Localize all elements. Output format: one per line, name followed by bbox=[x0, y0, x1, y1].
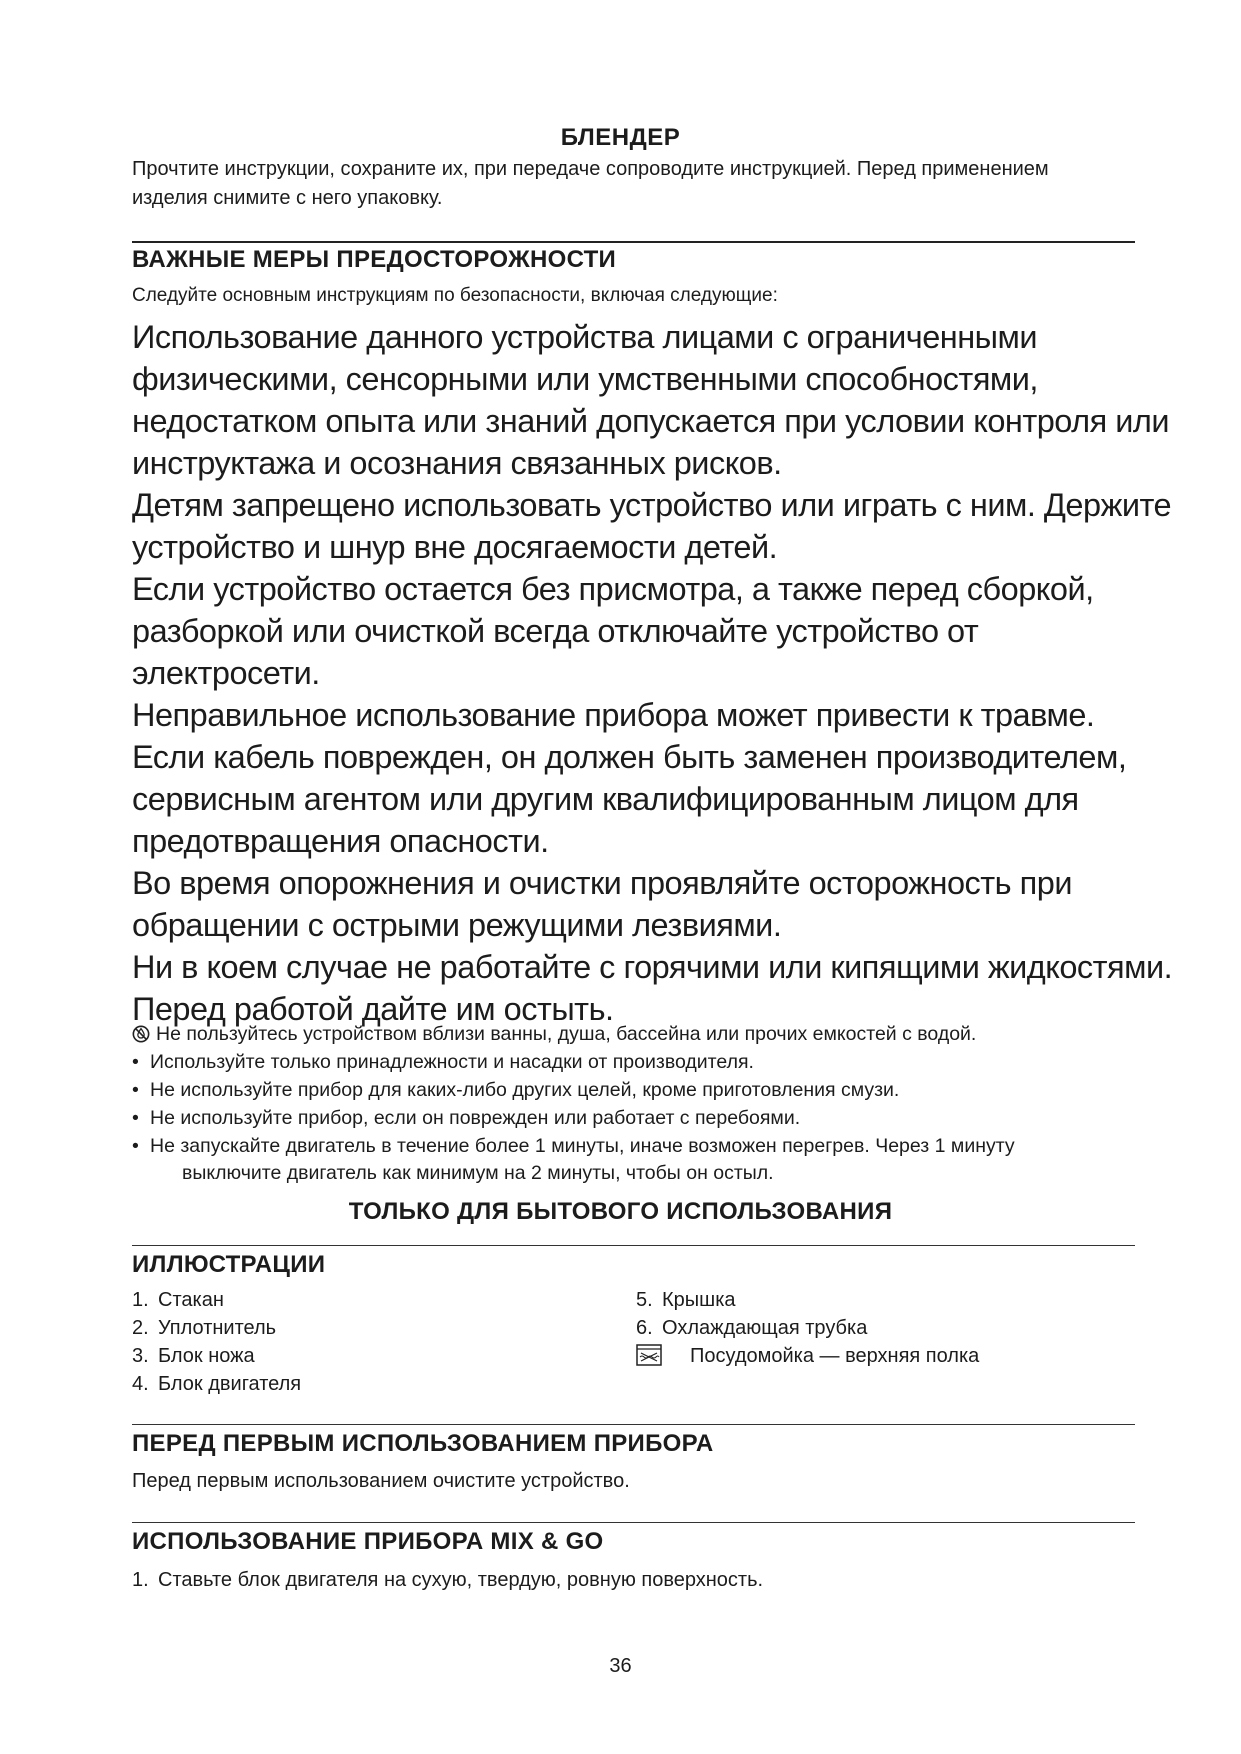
warning-line: Если кабель поврежден, он должен быть заменен производителем, bbox=[132, 739, 1127, 775]
bullet-marker: • bbox=[132, 1079, 139, 1101]
safety-warnings-text bbox=[132, 316, 1173, 1030]
water-warning-text: Не пользуйтесь устройством вблизи ванны, душа, бассейна или прочих емкостей с водой. bbox=[156, 1023, 977, 1045]
no-water-icon bbox=[132, 1025, 150, 1043]
intro-paragraph: Прочтите инструкции, сохраните их, при передаче сопроводите инструкцией. Перед применением изделия снимите с него упаковку. bbox=[132, 158, 1049, 209]
warning-line: Перед работой дайте им остыть. bbox=[132, 991, 614, 1027]
bullet-marker: • bbox=[132, 1107, 139, 1129]
warning-line: недостатком опыта или знаний допускается при условии контроля или bbox=[132, 403, 1170, 439]
usage-step: 1. Ставьте блок двигателя на сухую, твердую, ровную поверхность. bbox=[132, 1569, 764, 1591]
list-item: 3. Блок ножа bbox=[132, 1345, 255, 1367]
warning-line: Использование данного устройства лицами с ограниченными bbox=[132, 319, 1038, 355]
warning-line: Если устройство остается без присмотра, а также перед сборкой, bbox=[132, 571, 1094, 607]
section-divider bbox=[132, 1424, 1135, 1425]
household-only-notice: ТОЛЬКО ДЛЯ БЫТОВОГО ИСПОЛЬЗОВАНИЯ bbox=[348, 1198, 893, 1225]
section-divider bbox=[132, 1245, 1135, 1246]
bullet-item: • Не используйте прибор, если он поврежден или работает с перебоями. bbox=[132, 1104, 1132, 1132]
warning-line: Ни в коем случае не работайте с горячими или кипящими жидкостями. bbox=[132, 949, 1173, 985]
warning-line: электросети. bbox=[132, 655, 320, 691]
illustrations-heading: ИЛЛЮСТРАЦИИ bbox=[132, 1251, 326, 1278]
bullet-marker: • bbox=[132, 1135, 139, 1157]
list-item: 6. Охлаждающая трубка bbox=[636, 1317, 868, 1339]
list-item: 1. Стакан bbox=[132, 1289, 224, 1311]
usage-heading: ИСПОЛЬЗОВАНИЕ ПРИБОРА MIX & GO bbox=[132, 1528, 604, 1555]
bullet-marker: • bbox=[132, 1051, 139, 1073]
warning-line: Детям запрещено использовать устройство или играть с ним. Держите bbox=[132, 487, 1172, 523]
dishwasher-icon bbox=[636, 1344, 662, 1366]
safety-heading: ВАЖНЫЕ МЕРЫ ПРЕДОСТОРОЖНОСТИ bbox=[132, 246, 617, 273]
before-first-use-heading: ПЕРЕД ПЕРВЫМ ИСПОЛЬЗОВАНИЕМ ПРИБОРА bbox=[132, 1430, 714, 1457]
list-item: 2. Уплотнитель bbox=[132, 1317, 277, 1339]
section-divider bbox=[132, 1522, 1135, 1523]
warning-line: Неправильное использование прибора может привести к травме. bbox=[132, 697, 1095, 733]
warning-line: Во время опорожнения и очистки проявляйте осторожность при bbox=[132, 865, 1072, 901]
illustrations-list-left bbox=[132, 1286, 301, 1398]
list-item: 5. Крышка bbox=[636, 1289, 736, 1311]
warning-line: сервисным агентом или другим квалифицированным лицом для bbox=[132, 781, 1079, 817]
bullet-item: • Используйте только принадлежности и насадки от производителя. bbox=[132, 1048, 1132, 1076]
warning-line: инструктажа и осознания связанных рисков. bbox=[132, 445, 782, 481]
document-title: БЛЕНДЕР bbox=[560, 124, 681, 151]
bullet-item: • Не запускайте двигатель в течение более 1 минуты, иначе возможен перегрев. Через 1 минуту bbox=[132, 1132, 1132, 1160]
warning-line: обращении с острыми режущими лезвиями. bbox=[132, 907, 782, 943]
section-divider bbox=[132, 241, 1135, 243]
bullet-item: • Не используйте прибор для каких-либо других целей, кроме приготовления смузи. bbox=[132, 1076, 1132, 1104]
before-first-use-text: Перед первым использованием очистите устройство. bbox=[132, 1470, 630, 1492]
water-warning bbox=[132, 1020, 1132, 1048]
warning-line: устройство и шнур вне досягаемости детей. bbox=[132, 529, 778, 565]
illustrations-list-right bbox=[636, 1286, 979, 1370]
safety-subtitle: Следуйте основным инструкциям по безопасности, включая следующие: bbox=[132, 285, 778, 306]
list-item: 4. Блок двигателя bbox=[132, 1373, 302, 1395]
warning-line: предотвращения опасности. bbox=[132, 823, 549, 859]
warning-line: разборкой или очисткой всегда отключайте устройство от bbox=[132, 613, 979, 649]
bullet-continuation: выключите двигатель как минимум на 2 минуты, чтобы он остыл. bbox=[182, 1162, 774, 1184]
warning-line: физическими, сенсорными или умственными способностями, bbox=[132, 361, 1038, 397]
page-number: 36 bbox=[609, 1655, 632, 1677]
list-item-dishwasher: Посудомойка — верхняя полка bbox=[636, 1342, 979, 1370]
